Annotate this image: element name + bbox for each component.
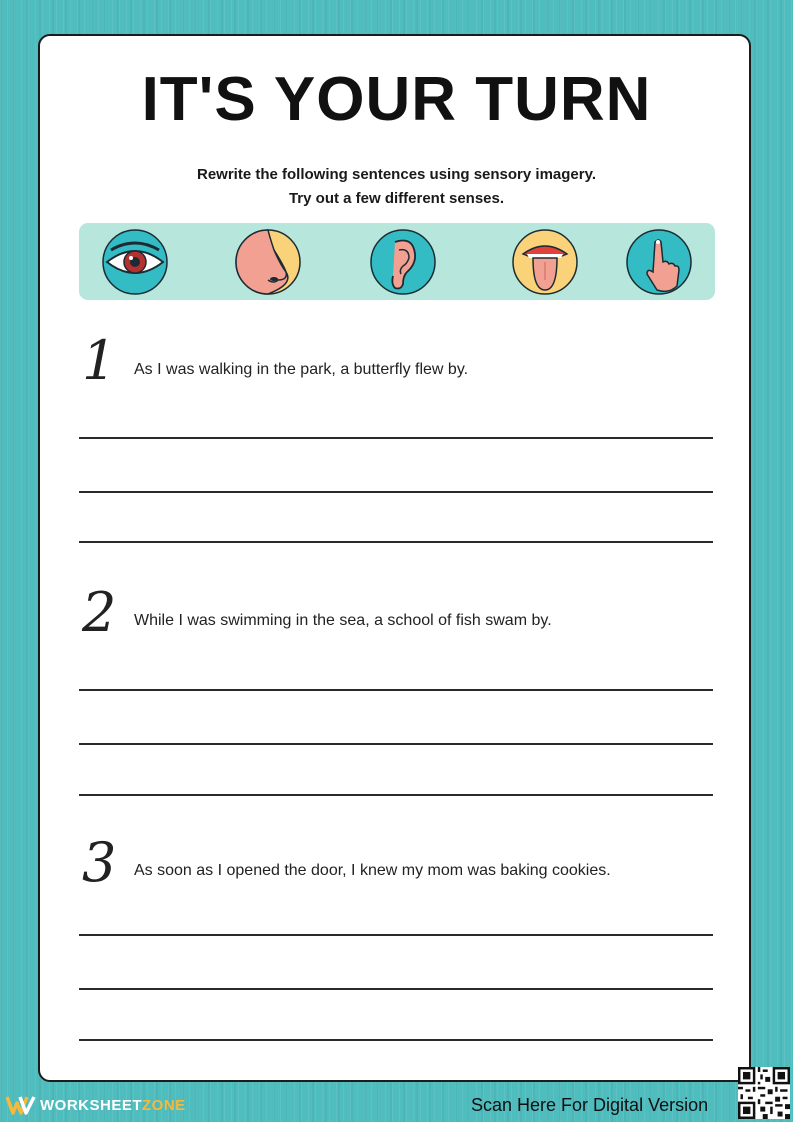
brand-logo[interactable]	[6, 1093, 186, 1117]
instructions	[0, 163, 793, 211]
question-number-3: 3	[82, 831, 117, 894]
answer-line[interactable]	[79, 743, 713, 745]
senses-strip	[79, 223, 715, 300]
nose-icon	[234, 228, 302, 296]
question-number-1: 1	[82, 329, 117, 392]
worksheetzone-logo-icon	[6, 1095, 36, 1115]
brand-name-part1: WORKSHEET	[40, 1096, 142, 1114]
answer-line[interactable]	[79, 1039, 713, 1041]
question-text-2: While I was swimming in the sea, a school of fish swam by.	[134, 612, 552, 629]
answer-line[interactable]	[79, 541, 713, 543]
qr-code-icon[interactable]	[738, 1067, 790, 1119]
instructions-line-1: Rewrite the following sentences using sensory imagery.	[197, 166, 596, 183]
finger-touch-icon	[625, 228, 693, 296]
scan-label: Scan Here For Digital Version	[471, 1095, 709, 1115]
brand-name	[40, 1097, 186, 1114]
answer-line[interactable]	[79, 689, 713, 691]
brand-name-part2: ZONE	[142, 1096, 186, 1114]
instructions-line-2: Try out a few different senses.	[288, 190, 505, 207]
eye-icon	[101, 228, 169, 296]
page-title: IT'S YOUR TURN	[141, 65, 652, 134]
question-text-3: As soon as I opened the door, I knew my mom was baking cookies.	[134, 862, 611, 879]
answer-line[interactable]	[79, 794, 713, 796]
answer-line[interactable]	[79, 934, 713, 936]
mouth-tongue-icon	[511, 228, 579, 296]
answer-line[interactable]	[79, 988, 713, 990]
question-number-2: 2	[82, 581, 117, 644]
answer-line[interactable]	[79, 437, 713, 439]
answer-line[interactable]	[79, 491, 713, 493]
question-text-1: As I was walking in the park, a butterfly flew by.	[134, 361, 469, 378]
ear-icon	[369, 228, 437, 296]
